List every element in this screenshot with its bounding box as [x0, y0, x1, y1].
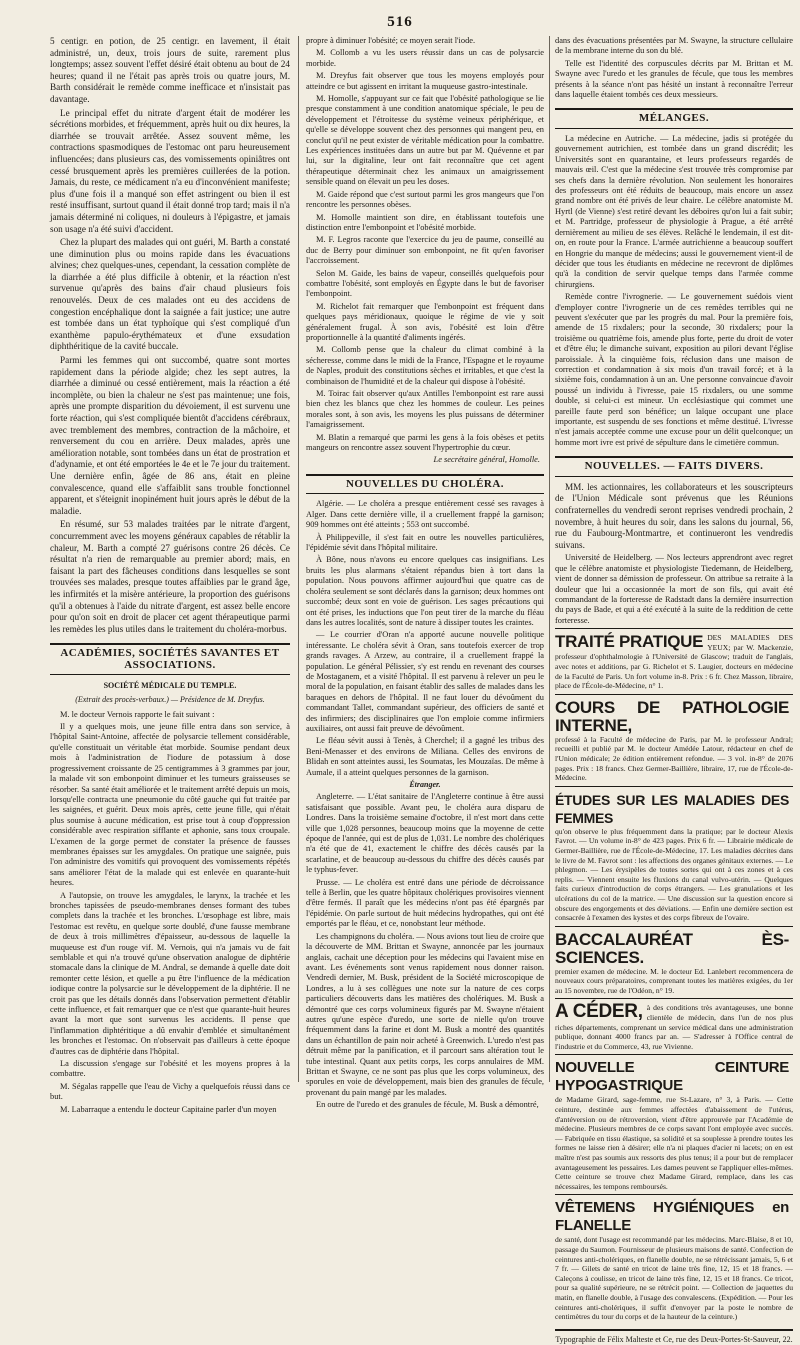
article-paragraph: Algérie. — Le choléra a presque entièrement cessé ses ravages à Alger. Dans cette dernière ville, il a cruellement frappé la garnison; 909 hommes ont été atteints ; 553 ont succombé.: [306, 499, 544, 530]
article-paragraph: — Le courrier d'Oran n'a apporté aucune nouvelle politique intéressante. Le choléra sévit à Oran, sans toutefois exercer de trop grands ravages. A Arzew, au contraire, il a cruellement frappé la population. Le général Pélissier, s'y est rendu en revenant des courses de Mostaganem, et a visité l'hôpital. Il est parvenu à relever un peu le moral de la population, en faisant établir des salles de malades dans les baraques en dehors de l'hôpital. Il ne faut louer du dévoûment du commandant Tallet, commandant supérieur, des officiers de santé et des infirmiers; des disciplinaires que l'on emploie comme infirmiers auxiliaires, ont aussi fait preuve de dévoûment.: [306, 630, 544, 733]
ad-title: VÊTEMENS HYGIÉNIQUES en FLANELLE: [555, 1199, 789, 1235]
signature: Le secrétaire général, Homolle.: [433, 455, 540, 465]
ad-title: TRAITÉ PRATIQUE: [555, 632, 704, 652]
article-paragraph: M. le docteur Vernois rapporte le fait suivant :: [60, 709, 215, 719]
advertisement: [555, 1054, 793, 1194]
article-paragraph: M. Collomb a vu les users réussir dans un cas de polysarcie morbide.: [306, 48, 544, 68]
article-paragraph: A l'autopsie, on trouve les amygdales, le larynx, la trachée et les bronches tapissées de pseudo-membranes denses formant des tubes complets dans la trachée et les bronches. L'œsophage est libre, mais l'estomac est revêtu, en quelque sorte doublé, d'une fausse membrane de deux à trois millimètres d'épaisseur, au-dessous de laquelle la muqueuse est d'un rouge vif. M. Vernois, qui n'a jamais vu de fait semblable et qui n'a trouvé qu'une observation analogue de diphtérie stomacale dans la clinique de M. Andral, se demande à quelle date doit remonter cette lésion, et quelle a pu être l'influence de la médication iodique contre la polysarcie sur le développement de la diphtérie. Il ne croit pas que les détails donnés dans l'observation permettent d'établir cette influence, et fait remarquer que ce n'est que quarante-huit heures avant la mort que sont survenus les accidents. Il pense que l'inflammation diphtéritique a dû envahir d'emblée et simultanément les bronches et l'estomac. On n'observait pas d'ailleurs à cette époque d'autres cas de diphtérie dans l'hôpital.: [50, 890, 290, 1056]
ad-title: A CÉDER,: [555, 1001, 643, 1023]
column-divider: [298, 36, 299, 1082]
society-note: (Extrait des procès-verbaux.) — Présidence de M. Dreyfus.: [75, 695, 265, 705]
article-paragraph: À Bône, nous n'avons eu encore quelques cas insignifians. Les bruits les plus alarmans s'étaient répandus bien à tort dans la population. Nous pouvons affirmer aujourd'hui que quatre cas de choléra seulement se sont déclarés dans la garnison; deux hommes ont succombé; deux sont en voie de guérison. Les sages précautions qui ont été prises, les inductions que l'on peut tirer de la marche du fléau dans les autres localités, sont de nature à dissiper toutes les craintes.: [306, 555, 544, 627]
article-paragraph: M. Labarraque a entendu le docteur Capitaine parler d'un moyen: [60, 1104, 277, 1114]
ad-text: de Madame Girard, sage-femme, rue St-Lazare, n° 3, à Paris. — Cette ceinture, destinée aux femmes affectées d'abaissement de l'utérus, d'antéversion ou de rétroversion, vient d'être approuvée par l'Académie de médecine. Plusieurs membres de ce corps savant l'ont employée avec succès. — Fabriquée en tissu élastique, sa solidité et sa souplesse à prendre toutes les formes ne laisse rien à désirer; elle n'a ni plaques d'acier ni lacets; on en est maître n'est pas soumis aux ressorts des plus tenus; il a pour but de remplacer avantageusement les pessaires. Les dames peuvent se l'appliquer elles-mêmes. Cette ceinture se trouve chez Madame Girard, remplace, dans les cas nécessaires, les tempons remboursés.: [555, 1095, 793, 1191]
article-paragraph: MM. les actionnaires, les collaborateurs et les souscripteurs de l'Union Médicale sont prévenus que les Réunions confraternelles du vendredi seront reprises vendredi prochain, 2 novembre, à huit heures du soir, dans les salons du journal, 56, rue du Faubourg-Montmartre, et continueront les vendredis suivans.: [555, 481, 793, 550]
advertisement: [555, 998, 793, 1054]
article-paragraph: Parmi les femmes qui ont succombé, quatre sont mortes rapidement dans la période algide; chez les sept autres, la diarrhée a diminué ou cessé entièrement, mais la réaction a été incomplète, ou bien la chaleur ne s'est pas maintenue; une fois, après une prompte disparition du dévoiement, il est survenu une forte réaction, qui s'est compliquée bientôt d'accidens cérébraux, avec tremblement des membres, contraction de la mâchoire, et renversement du cou en arrière. Deux malades, après une amélioration notable, sont tombées dans un état de prostration et d'adynamie, et ont été emportées le 4e et le 7e jour du traitement. Une dernière enfin, âgée de 86 ans, était en pleine convalescence, quand elle s'affaiblit sans trouble fonctionnel apparent, et s'éteignit inopinément huit jours après le début de la maladie.: [50, 355, 290, 516]
ad-title: COURS DE PATHOLOGIE INTERNE,: [555, 697, 789, 735]
article-paragraph: Le principal effet du nitrate d'argent était de modérer les sécrétions morbides, et fréquemment, après huit ou dix heures, la diarrhée se trouvait arrêtée. Assez souvent même, les contractions spasmodiques de l'estomac ont paru heureusement influencées; dans plusieurs cas, des vomissements opiniâtres ont cessé brusquement après les premières cuillerées de la potion. Jamais, du reste, ce médicament n'a eu d'inconvénient manifeste; plus d'une fois il a manqué son effet astringent ou bien il est resté insuffisant, surtout quand il était donné trop tard; mais il n'a jamais déterminé ni coliques, ni douleurs à l'épigastre, et jamais son usage n'a été suivi d'accident.: [50, 107, 290, 234]
ad-text: professé à la Faculté de médecine de Paris, par M. le professeur Andral; recueilli et publié par M. le docteur Amédée Latour, rédacteur en chef de l'Union médicale; 2e édition entièrement refondue. — 3 vol. in-8° de 2076 pages. Prix : 18 francs. Chez Germer-Baillière, libraire, 17, rue de l'École-de-Médecine.: [555, 734, 793, 783]
article-paragraph: propre à diminuer l'obésité; ce moyen serait l'iode.: [306, 36, 476, 45]
article-paragraph: Angleterre. — L'état sanitaire de l'Angleterre continue à être aussi satisfaisant que possible. Avant peu, le choléra aura disparu de Londres. Dans la troisième semaine d'octobre, il n'est mort dans cette ville que 1,028 personnes, beaucoup moins que la moyenne de cette époque de l'année, qui est de plus de 1,031. Le nombre des cholériques n'a été que de 41, exactement le chiffre des décès causés par la scarlatine, et de beaucoup au-dessous du chiffre des décès causés par le typhus-fever.: [306, 792, 544, 875]
advertisement: [555, 926, 793, 999]
column-left: [50, 36, 290, 1114]
article-paragraph: Le fléau sévit aussi à Tenès, à Cherchel; il a gagné les tribus des Beni-Menasser et des environs de Miliana. Celles des environs de Blidah en sont atteintes aussi, les Soumatas, les Mouzaïas. De même à Aumale, il a atteint quelques personnes de la garnison.: [306, 736, 544, 777]
advertisement: [555, 1194, 793, 1324]
article-paragraph: Chez la plupart des malades qui ont guéri, M. Barth a constaté une diminution plus ou moins rapide dans les évacuations alvines; chez quelques-unes, cependant, la cessation complète de la diarrhée a été plus difficile à obtenir, et la réaction n'est survenue qu'après des bains d'air chaud plusieurs fois renouvelés. Deux de ces malades ont eu des accidens de congestion encéphalique dont la saignée a fait justice; une autre est tombée dans un état typhoïque qui s'est compliqué d'un exanthème papulo-érythémateux et d'une exsudation diphthéritique de la cavité buccale.: [50, 237, 290, 352]
article-paragraph: M. F. Legros raconte que l'exercice du jeu de paume, conseillé au duc de Berry pour diminuer son embonpoint, ne fit qu'en favoriser l'accroissement.: [306, 235, 544, 266]
ad-text: qu'on observe le plus fréquemment dans la pratique; par le docteur Alexis Favrot. — Un volume in-8° de 423 pages. Prix 6 fr. — Librairie médicale de Germer-Baillière, rue de l'École-de-Médecine, 17. Les maladies décrites dans le livre de M. Favrot sont : les affections des organes génitaux externes. — Le phlegmon. — Les érysipèles de toutes sortes qui ont à ces zones et à ces replis. — Viennent ensuite les fluxions du canal vulvo-utérin. — Quelques faits curieux d'introduction de corps étrangers. — Les granulations et les ulcérations du col de la matrice. — Une discussion sur la question encore si obscure des engorgements et des déviations. — Enfin une dernière section est consacrée à l'examen des kystes et des corps fibreux de l'ovaire.: [555, 826, 793, 923]
page-number: 516: [387, 14, 413, 30]
ad-title: ÉTUDES SUR LES MALADIES DES FEMMES: [555, 791, 789, 826]
article-paragraph: Remède contre l'ivrognerie. — Le gouvernement suédois vient d'employer contre l'ivrognerie un de ces remèdes terribles qui ne peuvent s'exécuter que par les progrès du mal. Pour la première fois, amende de 15 rixdalers; pour la seconde, 30 rixdalers; pour la troisième ou quatrième fois, amende plus forte, perte du droit de voter et d'être élu; le dimanche suivant, exposition au pilori devant l'église paroissiale. À la cinquième fois, réclusion dans une maison de correction et condamnation à six mois d'un travail forcé; et à la sixième fois, condamnation à un an. Une personne convaincue d'avoir poussé un individu à l'ivresse, paie 15 rixdalers, ou une somme double, si celui-ci est mineur. Un ecclésiastique qui commet une pareille faute perd son bénéfice; un laïque occupant une place importante, est suspendu de ses fonctions et même destitué. L'ivresse n'est jamais acceptée comme une excuse pour un délit quelconque; un homme mort ivre est privé de sépulture dans le cimetière commun.: [555, 292, 793, 447]
advertisement: [555, 628, 793, 694]
subsection-label: Étranger.: [409, 780, 441, 789]
article-paragraph: M. Ségalas rappelle que l'eau de Vichy a quelquefois réussi dans ce but.: [50, 1081, 290, 1102]
section-heading: NOUVELLES. — FAITS DIVERS.: [555, 456, 793, 477]
article-paragraph: La discussion s'engage sur l'obésité et les moyens propres à la combattre.: [50, 1059, 290, 1079]
article-paragraph: M. Gaide répond que c'est surtout parmi les gros mangeurs que l'on rencontre les personnes obèses.: [306, 189, 544, 210]
society-title: SOCIÉTÉ MÉDICALE DU TEMPLE.: [103, 681, 237, 691]
article-paragraph: M. Collomb pense que la chaleur du climat combiné à la sécheresse, comme dans le midi de la France, l'Espagne et le royaume de Naples, produit des constitutions sèches et irritables, et que c'est la combinaison de l'humidité et de la chaleur qui dispose à l'obésité.: [306, 345, 544, 386]
article-paragraph: M. Toirac fait observer qu'aux Antilles l'embonpoint est rare aussi bien chez les blancs que chez les hommes de couleur. Les peines morales sont, à son avis, les moyens les plus puissans de déterminer l'amaigrissement.: [306, 389, 544, 430]
section-heading: MÉLANGES.: [555, 108, 793, 129]
article-paragraph: Il y a quelques mois, une jeune fille entra dans son service, à l'hôpital Saint-Antoine, affectée de polysarcie tellement considérable, qu'elle constituait un véritable état morbide. Soumise pendant deux mois à l'administration de l'iodure de potassium à dose progressivement croissante de 25 centigrammes à 3 grammes par jour, la malade vit son embonpoint diminuer et les tumeurs graisseuses se résorber. Sa santé était améliorée et le traitement arrêté depuis un mois, lorsqu'elle contracta une pneumonie du côté gauche qui fut traitée par les saignées, et guérit. Deux mois après, cette jeune fille, qui n'était plus soumise à aucune médication, est prise tout à coup d'oppression considérable avec respiration sifflante et aphonie, sans toux croupale. L'examen de la gorge permet de constater la présence de fausses membranes épaisses sur les amygdales. On pratique une saignée, puis l'on administre des vomitifs qui provoquent des vomissements répétés sans améliorer l'état de la malade qui est enlevée en quarante-huit heures.: [50, 722, 290, 888]
article-paragraph: En outre de l'uredo et des granules de fécule, M. Busk a démontré,: [316, 1100, 539, 1110]
article-paragraph: Université de Heidelberg. — Nos lecteurs apprendront avec regret que le célèbre anatomiste et physiologiste Tiedemann, de Heidelberg, vient de donner sa démission de professeur. On attribue sa retraite à la douleur que lui a occasionnée la mort de son fils, qui avait été commandant de la forteresse de Radstadt dans la dernière insurrection du pays de Bade, et qui a été exécuté à la suite de la reddition de cette forteresse.: [555, 553, 793, 625]
article-paragraph: M. Homolle, s'appuyant sur ce fait que l'obésité pathologique se lie presque constamment à une condition anatomique spéciale, le peu de développement et l'étroitesse du système veineux périphérique, et qu'elle se développe souvent chez des personnes qui mangent peu, en conclut qu'il ne peut exister de véritable médication pour la combattre. Les expériences instituées dans un autre but par M. Quévenne et par lui, sur la digitaline, leur ont fait reconnaître que cet agent thérapeutique déterminait chez les animaux un amaigrissement sensible quand on élevait un peu les doses.: [306, 94, 544, 187]
ad-text: de santé, dont l'usage est recommandé par les médecins. Marc-Blaise, 8 et 10, passage du Saumon. Fournisseur de plusieurs maisons de santé. Confection de ceintures anti-cholériques, en flanelle double, ne se rétrécissant jamais, 5, 6 et 7 fr. — Gilets de santé en tricot de laine très fine, 12, 15 et 18 francs. — Caleçons à coulisse, en tricot de laine très fine, 12, 15 et 18 francs. Ce tricot, pour sa qualité supérieure, ne se rétrécit point. — Collection de jaquettes du matin, en flanelle double, à l'usage des convalescens. (Expédition. — Pour les ceintures anti-cholériques, il suffit d'envoyer par la poste le nombre de centimètres du tour du corps et de la hauteur de la ceinture.): [555, 1235, 793, 1322]
article-paragraph: En résumé, sur 53 malades traitées par le nitrate d'argent, concurremment avec les moyens généraux capables de rétablir la chaleur, M. Barth a compté 27 guérisons contre 26 décès. Ce résultat n'a rien de remarquable au premier abord; mais, en faisant la part des fâcheuses conditions dans lesquelles se sont trouvées ses malades, presque toutes affaiblies par le grand âge, les infirmités et la misère antérieure, la proportion des guérisons qu'il a obtenues à l'aide du nitrate d'argent, est assez belle encore pour qu'on soit en droit de placer cet agent thérapeutique parmi les remèdes les plus utiles dans le traitement du choléra-morbus.: [50, 519, 290, 634]
ad-text: premier examen de médecine. M. le docteur Ed. Lanlebert recommencera de nouveaux cours préparatoires, comprenant toutes les matières exigées, du 1er au 15 novembre, rue de l'Odéon, n° 19.: [555, 966, 793, 995]
section-heading: NOUVELLES DU CHOLÉRA.: [306, 474, 544, 495]
article-paragraph: Prusse. — Le choléra est entré dans une période de décroissance telle à Berlin, que les quatre hôpitaux cholériques provisoires viennent d'être fermés. Il paraît que les médecins n'ont pas été épargnés par l'épidémie. On parle surtout de huit médecins hydropathes, qui ont été emportés par le fléau, et ce, nonobstant leur méthode.: [306, 877, 544, 929]
printer-imprint: Typographie de Félix Malteste et Ce, rue des Deux-Portes-St-Sauveur, 22.: [555, 1329, 793, 1345]
ad-text: à des conditions très avantageuses, une bonne clientèle de médecin, dans l'un de nos plus riches départements, comprenant un service médical dans une administration publique, donnant 4000 francs par an. — S'adresser à l'Office central de l'industrie et du Commerce, 43, rue Vivienne.: [555, 1003, 793, 1051]
article-paragraph: dans des évacuations présentées par M. Swayne, la structure cellulaire de la membrane interne du son du blé.: [555, 36, 793, 56]
article-paragraph: Selon M. Gaide, les bains de vapeur, conseillés quelquefois pour combattre l'obésité, sont employés en Égypte dans le but de favoriser l'embonpoint.: [306, 268, 544, 299]
article-paragraph: 5 centigr. en potion, de 25 centigr. en lavement, il était administré, un, deux, trois jours de suite, rarement plus longtemps; assez souvent l'effet désiré était obtenu au bout de 24 heures; quand il ne l'était pas après trois ou quatre jours, M. Barth considérait le remède comme inefficace et n'insistait pas davantage.: [50, 36, 290, 104]
section-heading: ACADÉMIES, SOCIÉTÉS SAVANTES ET ASSOCIATIONS.: [50, 643, 290, 675]
ad-text: DES MALADIES DES YEUX; par W. Mackenzie, professeur d'ophthalmologie à l'Université de Glascow; traduit de l'anglais, avec notes et additions, par G. Richelot et S. Laugier, docteurs en médecine de la Faculté de Paris. Un fort volume in-8. Prix : 6 fr. Chez Masson, libraire, place de l'École-de-Médecine, n° 1.: [555, 633, 793, 691]
article-paragraph: M. Dreyfus fait observer que tous les moyens employés pour atteindre ce but agissent en irritant la muqueuse gastro-intestinale.: [306, 71, 544, 91]
article-paragraph: À Philippeville, il s'est fait en outre les nouvelles particulières, l'épidémie sévit dans l'hôpital militaire.: [306, 532, 544, 553]
article-paragraph: Les champignons du choléra. — Nous avions tout lieu de croire que la découverte de MM. Brittan et Swayne, annoncée par les journaux anglais, cachait une déception pour les médecins qui l'avaient mise en avant. Les événements sont venus rapidement nous donner raison. Vendredi dernier, M. Busk, président de la Société microscopique de Londres, a lu à ses collègues une note sur la nature de ces corps particuliers découverts dans les matières des cholériques. M. Busk a démontré que ces corps volumineux figurés par M. Swayne n'étaient autres qu'une espèce d'uredo, une sorte de nielle qu'on trouve fréquemment dans la farine et dont M. Busk a montré des quantités dans un échantillon de pain noir acheté à Greenwich. L'uredo n'est pas détruit même par la panification, et il parcourt sans altération tout le tube intestinal. Quant aux petits corps, les corps annulaires de MM. Brittan et Swayne, ce ne sont pas plus que les corps volumineux, des sporules en voie de développement, mais bien des granules de fécule, provenant du pain mangé par les malades.: [306, 931, 544, 1097]
ad-title: BACCALAURÉAT ÈS-SCIENCES.: [555, 929, 789, 967]
article-paragraph: La médecine en Autriche. — La médecine, jadis si protégée du gouvernement autrichien, est tombée dans un grand discrédit; les Universités sont en quarantaine, et leurs professeurs regardés de mauvais œil. C'est que la médecine s'est trouvée très compromise par ses chefs dans la dernière révolution. Non seulement les honoraires des professeurs ont été réduits de beaucoup, mais encore un assez grand nombre ont été privés de leur chaire. Le célèbre anatomiste M. Hyrtl (de Vienne) s'est retiré devant les déboires qu'on lui a fait subir; et M. Partridge, professeur de physiologie à Prague, a été arrêté dernièrement au milieu de ses élèves. Relâché le lendemain, il est dit-on, en route pour la France. L'armée autrichienne a beaucoup souffert en Hongrie du manque de médecins; aussi le gouvernement vient-il de décider que tous les étudiants en médecine ne recevront de diplômes qu'à la condition de servir quelque temps dans l'armée comme chirurgiens.: [555, 134, 793, 289]
article-paragraph: M. Richelot fait remarquer que l'embonpoint est fréquent dans quelques pays méridionaux, quoique le régime de vie y soit généralement frugal. À son avis, l'obésité est loin d'être proportionnelle à la quantité d'aliments ingérés.: [306, 301, 544, 342]
ad-title: NOUVELLE CEINTURE HYPOGASTRIQUE: [555, 1059, 789, 1095]
column-divider: [549, 36, 550, 1082]
advertisement: [555, 694, 793, 786]
advertisement: [555, 786, 793, 926]
column-right: [555, 36, 793, 1344]
article-paragraph: Telle est l'identité des corpuscules décrits par M. Brittan et M. Swayne avec l'uredo et les granules de fécule, que tous les membres présents à la séance n'ont pas hésité un instant à reconnaître l'erreur dans laquelle étaient tombés ces deux messieurs.: [555, 58, 793, 100]
article-paragraph: M. Blatin a remarqué que parmi les gens à la fois obèses et petits mangeurs on rencontre assez souvent l'hypertrophie du cœur.: [306, 432, 544, 453]
article-paragraph: M. Homolle maintient son dire, en établissant toutefois une distinction entre l'embonpoint et l'obésité morbide.: [306, 212, 544, 232]
column-middle: [306, 36, 544, 1110]
